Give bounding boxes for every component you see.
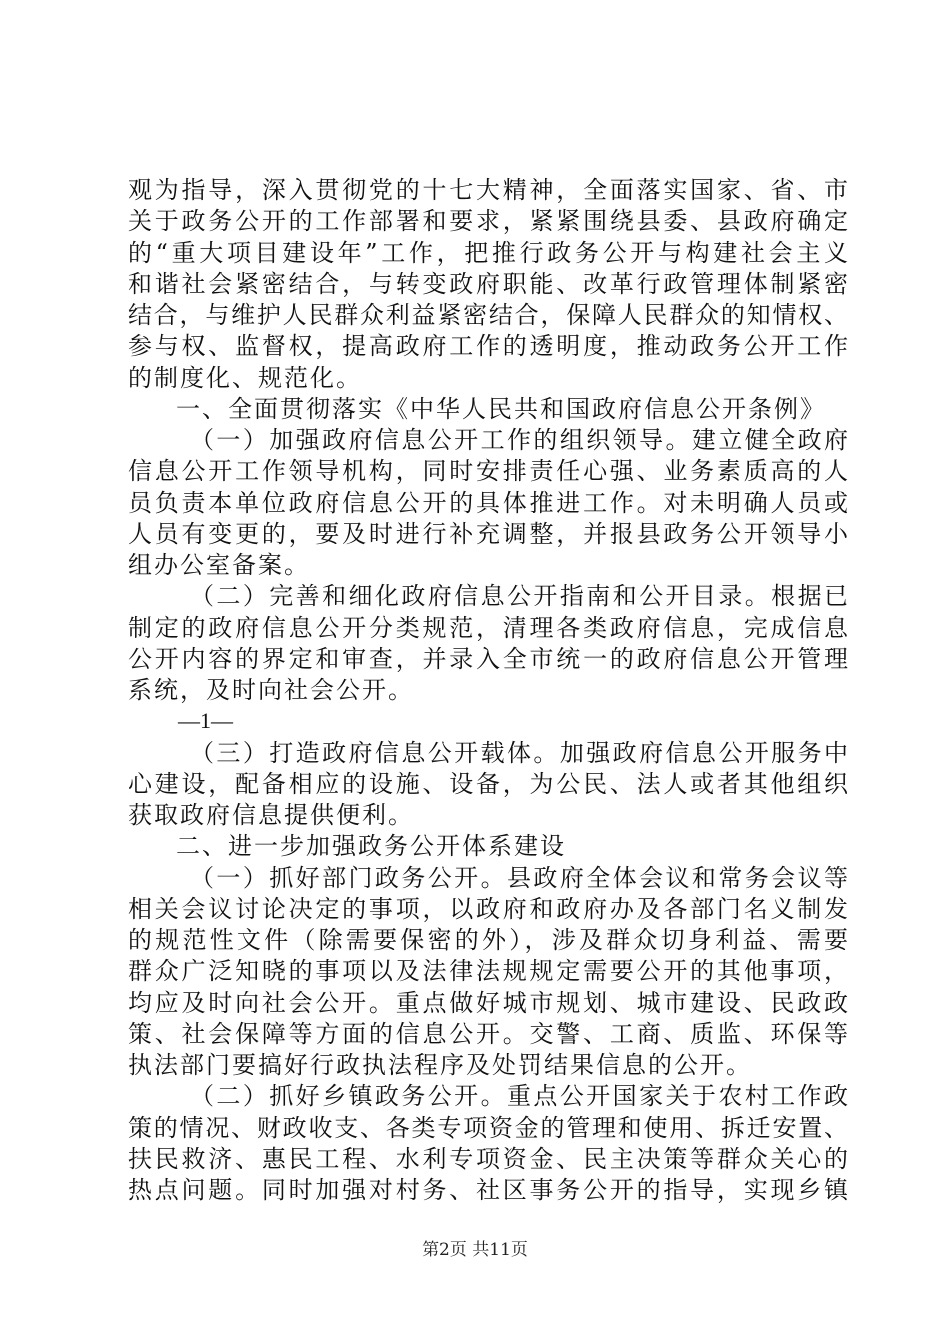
body-text-line: 的制度化、规范化。 <box>128 363 362 392</box>
section-heading: 二、进一步加强政务公开体系建设 <box>176 832 566 861</box>
subsection-heading: （三）打造政府信息公开载体。加强政府信息公开服务中 <box>190 738 848 767</box>
body-text-line: 员负责本单位政府信息公开的具体推进工作。对未明确人员或 <box>128 488 848 517</box>
body-text-line: 相关会议讨论决定的事项，以政府和政府办及各部门名义制发 <box>128 894 848 923</box>
body-text-line: 执法部门要搞好行政执法程序及处罚结果信息的公开。 <box>128 1051 752 1079</box>
body-text-line: 群众广泛知晓的事项以及法律法规规定需要公开的其他事项， <box>128 957 848 986</box>
page-footer: 第2页 共11页 <box>422 1240 528 1260</box>
body-text-line: 人员有变更的，要及时进行补充调整，并报县政务公开领导小 <box>128 519 848 548</box>
body-text-line: 制定的政府信息公开分类规范，清理各类政府信息，完成信息 <box>128 613 848 642</box>
body-text-line: 的规范性文件（除需要保密的外），涉及群众切身利益、需要 <box>128 926 848 954</box>
subsection-heading: （一）抓好部门政务公开。县政府全体会议和常务会议等 <box>190 863 848 892</box>
body-text-line: 获取政府信息提供便利。 <box>128 801 414 829</box>
body-text-line: 策、社会保障等方面的信息公开。交警、工商、质监、环保等 <box>128 1019 848 1048</box>
body-text-line: 和谐社会紧密结合，与转变政府职能、改革行政管理体制紧密 <box>128 269 848 298</box>
body-text-line: 信息公开工作领导机构，同时安排责任心强、业务素质高的人 <box>128 457 848 486</box>
subsection-heading: （一）加强政府信息公开工作的组织领导。建立健全政府 <box>190 426 848 454</box>
section-heading: 一、全面贯彻落实《中华人民共和国政府信息公开条例》 <box>176 394 826 423</box>
subsection-heading: （二）抓好乡镇政务公开。重点公开国家关于农村工作政 <box>190 1082 848 1111</box>
body-text-line: 系统，及时向社会公开。 <box>128 676 414 704</box>
body-text-line: 心建设，配备相应的设施、设备，为公民、法人或者其他组织 <box>128 769 848 798</box>
body-text-line: 扶民救济、惠民工程、水利专项资金、民主决策等群众关心的 <box>128 1144 848 1173</box>
body-text-line: 策的情况、财政收支、各类专项资金的管理和使用、拆迁安置、 <box>128 1113 848 1142</box>
body-text-line: 参与权、监督权，提高政府工作的透明度，推动政务公开工作 <box>128 332 848 361</box>
body-text-line: 观为指导，深入贯彻党的十七大精神，全面落实国家、省、市 <box>128 176 848 204</box>
body-text-line: 公开内容的界定和审查，并录入全市统一的政府信息公开管理 <box>128 644 848 673</box>
subsection-heading: （二）完善和细化政府信息公开指南和公开目录。根据已 <box>190 582 848 611</box>
body-text-line: 结合，与维护人民群众利益紧密结合，保障人民群众的知情权、 <box>128 301 848 329</box>
inline-page-number: —1— <box>178 708 233 734</box>
body-text-line: 关于政务公开的工作部署和要求，紧紧围绕县委、县政府确定 <box>128 207 848 236</box>
body-text-line: 的“重大项目建设年”工作，把推行政务公开与构建社会主义 <box>128 238 848 267</box>
body-text-line: 组办公室备案。 <box>128 551 310 579</box>
body-text-line: 热点问题。同时加强对村务、社区事务公开的指导，实现乡镇 <box>128 1176 848 1204</box>
body-text-line: 均应及时向社会公开。重点做好城市规划、城市建设、民政政 <box>128 988 848 1017</box>
